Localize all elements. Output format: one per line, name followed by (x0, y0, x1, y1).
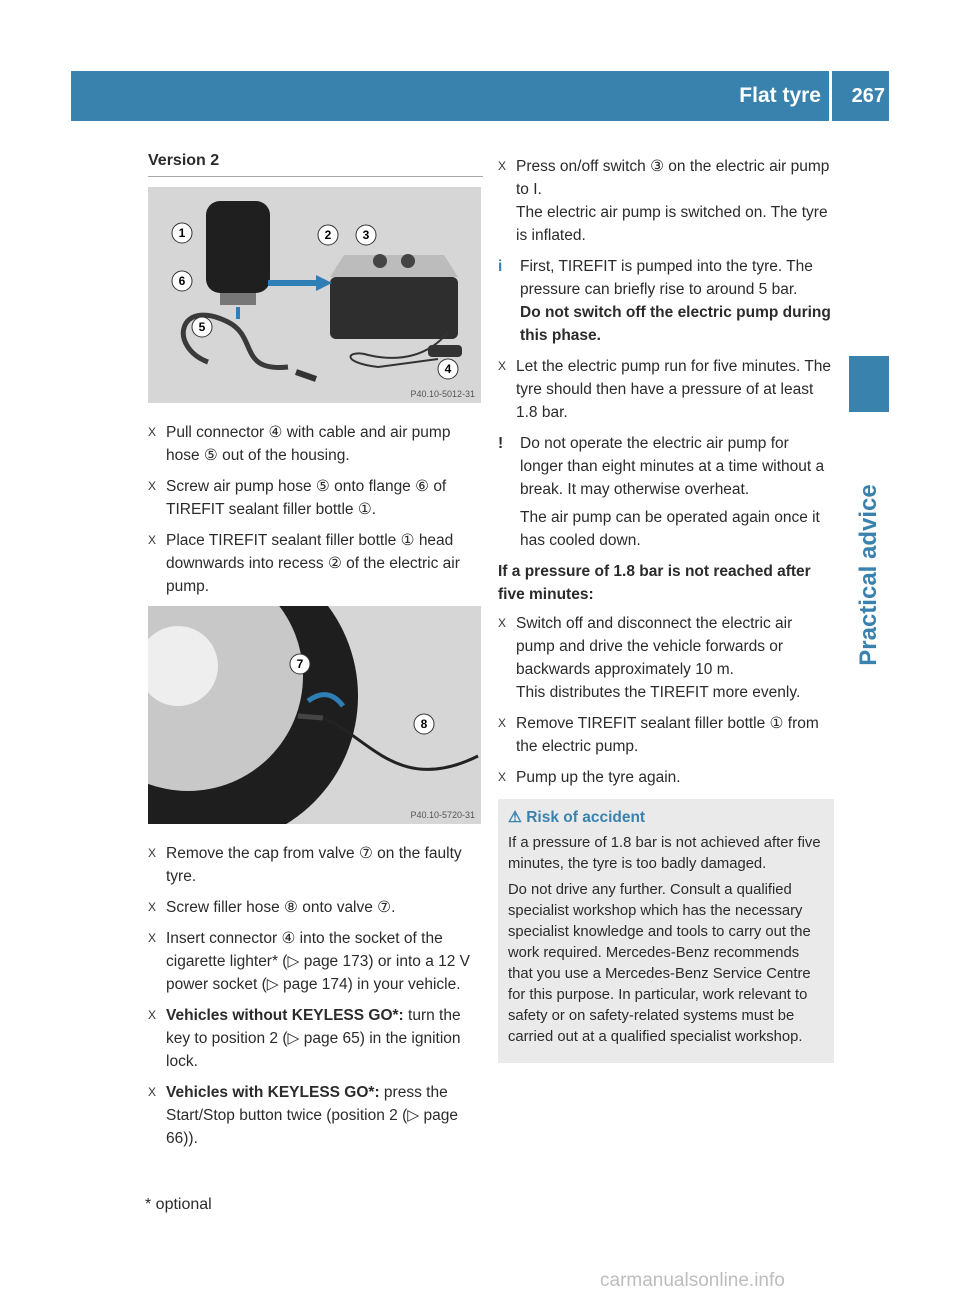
connector-plug (428, 345, 462, 357)
warning-box (498, 799, 834, 1063)
warning-heading: ⚠ Risk of accident (508, 809, 646, 826)
recess (373, 254, 387, 268)
tirefit-kit-illustration (148, 187, 481, 403)
step-screw-filler: X Screw filler hose ⑧ onto valve ⑦. (148, 899, 396, 916)
callout-2: 2 (324, 228, 332, 242)
caution-note: ! Do not operate the electric air pump for longer than eight minutes at a time without a break. It may otherwise overheat. The air pump can be operated again once it has cooled down. (498, 432, 833, 552)
switch (401, 254, 415, 268)
sealant-bottle (206, 201, 270, 293)
info-icon: i (498, 258, 503, 275)
step-remove-bottle: X Remove TIREFIT sealant filler bottle ① from the electric pump. (498, 715, 819, 755)
step-screw-hose: X Screw air pump hose ⑤ onto flange ⑥ of TIREFIT sealant filler bottle ①. (148, 478, 447, 518)
callout-1: 1 (178, 226, 186, 240)
tyre-valve-illustration (148, 606, 481, 824)
air-pump-body (330, 277, 458, 339)
bottle-flange (220, 293, 256, 305)
tirefit-kit-drawing (148, 187, 481, 403)
callout-7: 7 (296, 657, 304, 671)
section-title: Flat tyre (739, 84, 821, 107)
step-insert-connector: X Insert connector ④ into the socket of the cigarette lighter* (▷ page 173) or into a 12 V power socket (▷ page 174) in your vehicle. (148, 930, 471, 993)
page-number: 267 (851, 85, 885, 107)
warning-text-1: If a pressure of 1.8 bar is not achieved after five minutes, the tyre is too badly damaged. (508, 835, 821, 872)
right-column (498, 155, 833, 1063)
callout-3: 3 (362, 228, 370, 242)
valve (298, 716, 323, 718)
step-without-keyless: X Vehicles without KEYLESS GO*: turn the key to position 2 (▷ page 65) in the ignition lock. (148, 1007, 461, 1070)
version-heading: Version 2 (148, 152, 483, 177)
step-press-switch: X Press on/off switch ③ on the electric air pump to I. The electric air pump is switched on. The tyre is inflated. (498, 158, 830, 244)
chapter-tab (849, 356, 889, 412)
step-with-keyless: X Vehicles with KEYLESS GO*: press the Start/Stop button twice (position 2 (▷ page 66)). (148, 1084, 458, 1147)
figure-code: P40.10-5720-31 (410, 810, 475, 820)
step-run-pump: X Let the electric pump run for five minutes. The tyre should then have a pressure of at least 1.8 bar. (498, 358, 832, 421)
step-place-bottle: X Place TIREFIT sealant filler bottle ① head downwards into recess ② of the electric air pump. (148, 532, 460, 595)
warning-text-2: Do not drive any further. Consult a qualified specialist workshop which has the necessary specialist knowledge and tools to carry out the work required. Mercedes-Benz recommends that you use a Mercedes-Benz Service Centre for this purpose. In particular, work relevant to safety or on safety-related systems must be carried out at a qualified specialist workshop. (508, 882, 811, 1045)
header-divider (829, 71, 832, 121)
chapter-label: Practical advice (855, 484, 882, 666)
exclamation-icon: ! (498, 435, 504, 452)
figure-code: P40.10-5012-31 (410, 389, 475, 399)
step-pull-connector: X Pull connector ④ with cable and air pump hose ⑤ out of the housing. (148, 424, 451, 464)
step-drive-vehicle: X Switch off and disconnect the electric air pump and drive the vehicle forwards or backwards approximately 10 m. This distributes the TIREFIT more evenly. (498, 615, 801, 701)
step-pump-again: X Pump up the tyre again. (498, 769, 681, 786)
warning-triangle-icon: ⚠ (508, 809, 522, 826)
callout-4: 4 (444, 362, 452, 376)
air-pump-top (330, 255, 458, 277)
pressure-subheading: If a pressure of 1.8 bar is not reached after five minutes: (498, 563, 811, 603)
callout-8: 8 (420, 717, 428, 731)
info-note: i First, TIREFIT is pumped into the tyre. The pressure can briefly rise to around 5 bar. Do not switch off the electric pump during this phase. (498, 255, 833, 347)
footnote: * optional (145, 1196, 212, 1213)
page-header (71, 71, 889, 121)
callout-6: 6 (178, 274, 186, 288)
step-remove-cap: X Remove the cap from valve ⑦ on the faulty tyre. (148, 845, 462, 885)
callout-5: 5 (198, 320, 206, 334)
left-column (148, 152, 483, 1158)
tyre-valve-drawing (148, 606, 481, 824)
watermark: carmanualsonline.info (600, 1270, 785, 1291)
